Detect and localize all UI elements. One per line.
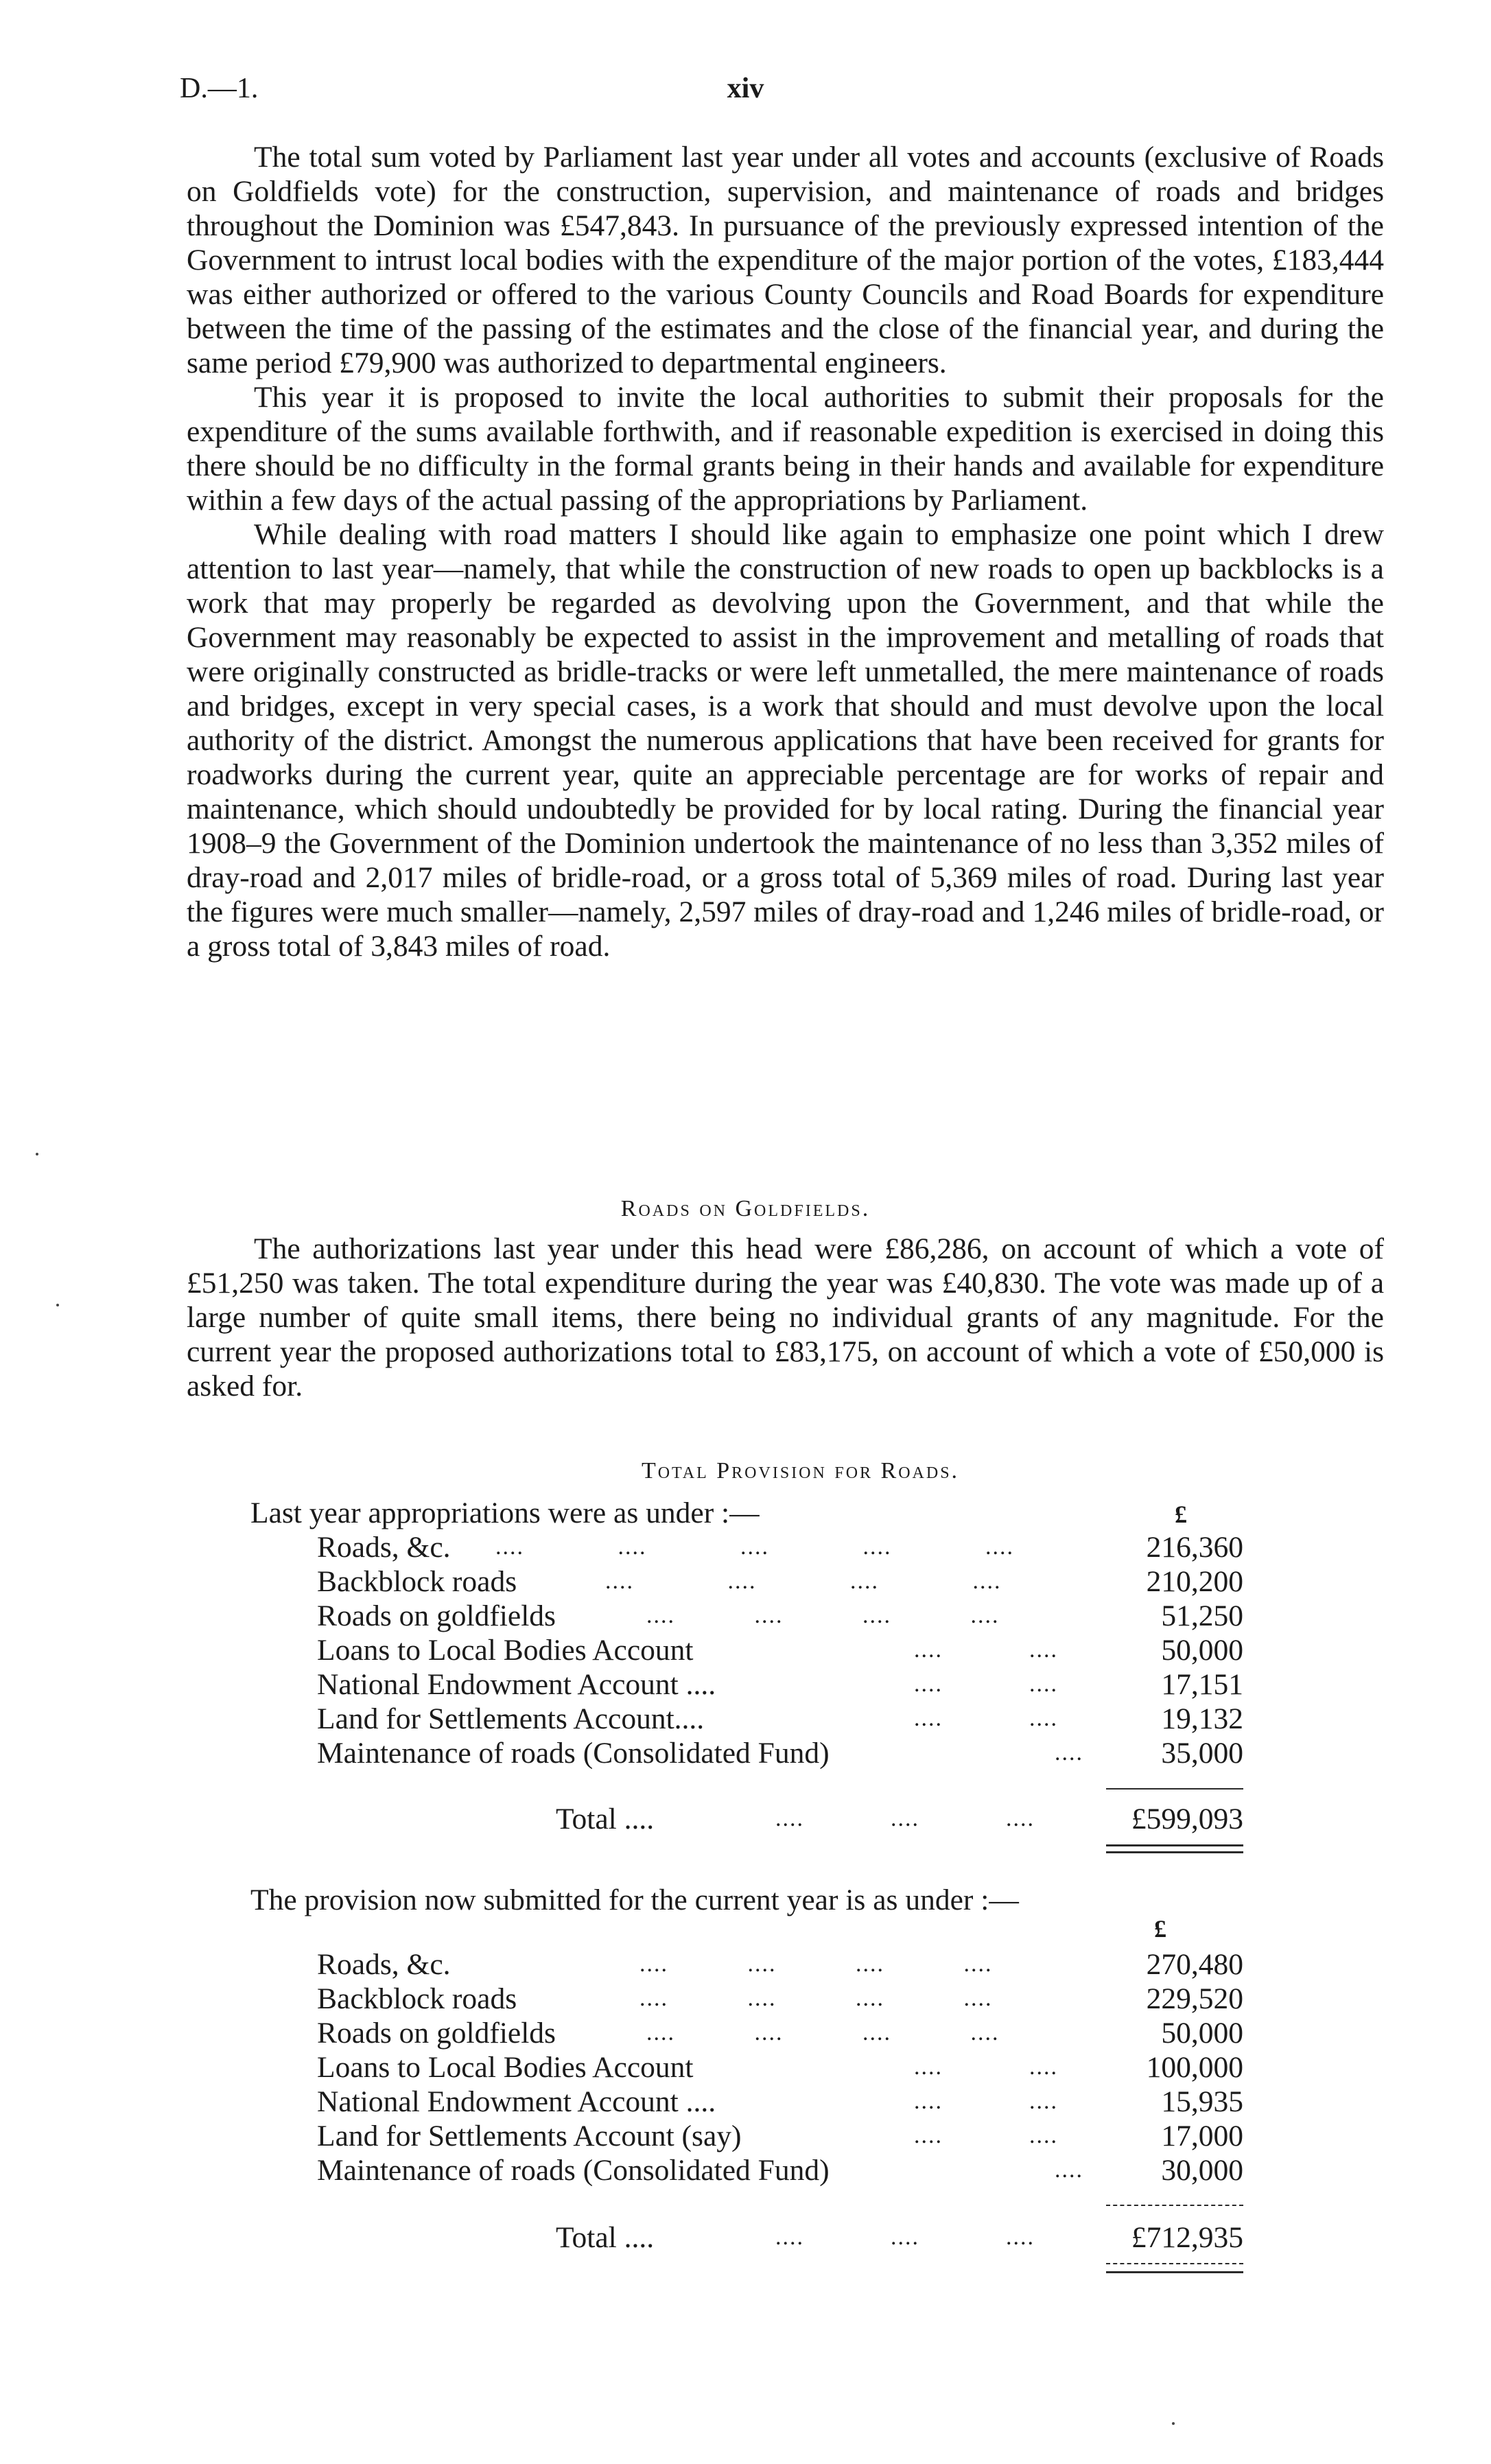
current-year-total: £712,935 — [1131, 2221, 1243, 2254]
row-label: National Endowment Account .... — [317, 2085, 716, 2118]
margin-speck — [36, 1153, 38, 1155]
row-label: Backblock roads — [317, 1982, 517, 2015]
row-amount: 17,000 — [1161, 2120, 1243, 2152]
row-amount: 15,935 — [1161, 2085, 1243, 2118]
leader-dots: .... .... .... .... — [639, 1951, 993, 1977]
current-year-intro: The provision now submitted for the current year is as under :— — [250, 1884, 1019, 1916]
last-year-total: £599,093 — [1131, 1803, 1243, 1835]
total-double-rule-bottom — [1106, 1851, 1243, 1853]
last-year-table — [317, 1530, 1243, 1770]
leader-dots: .... .... .... .... — [646, 1603, 1000, 1628]
total-double-rule-top — [1106, 2263, 1243, 2264]
row-amount: 270,480 — [1146, 1948, 1243, 1981]
row-amount: 30,000 — [1161, 2154, 1243, 2187]
page-number: xiv — [727, 73, 764, 104]
table-row — [317, 2085, 1243, 2119]
leader-dots: .... .... .... .... — [646, 2020, 1000, 2045]
table-row — [317, 1736, 1243, 1770]
table-row — [317, 1702, 1243, 1736]
row-label: Roads on goldfields — [317, 2017, 556, 2050]
row-amount: 50,000 — [1161, 2017, 1243, 2050]
table-row — [317, 1633, 1243, 1667]
leader-dots: .... .... .... .... — [639, 1986, 993, 2011]
total-double-rule-bottom — [1106, 2271, 1243, 2273]
row-amount: 50,000 — [1161, 1634, 1243, 1667]
row-amount: 210,200 — [1146, 1565, 1243, 1598]
table-row — [317, 1947, 1243, 1982]
paragraph-total-sum: The total sum voted by Parliament last year under all votes and accounts (exclusive of Roads on Goldfields vote) for the construction, supervision, and maintenance of roads and bridges throughout the Dominion was £547,843. In pursuance of the previously expressed intention of the Government to intrust local bodies with the expenditure of the major portion of the votes, £183,444 was either authorized or offered to the various County Councils and Road Boards for expenditure between the time of the passing of the estimates and the close of the financial year, and during the same period £79,900 was authorized to departmental engineers. — [187, 141, 1384, 379]
table-row — [317, 2119, 1243, 2153]
leader-dots: .... .... — [914, 1671, 1058, 1697]
table-row — [317, 1667, 1243, 1702]
total-double-rule-top — [1106, 1844, 1243, 1846]
row-label: Roads on goldfields — [317, 1599, 556, 1632]
leader-dots: .... .... — [914, 2054, 1058, 2080]
row-amount: 51,250 — [1161, 1599, 1243, 1632]
paragraph-goldfields: The authorizations last year under this head were £86,286, on account of which a vote of £51,250 was taken. The total expenditure during the year was £40,830. The vote was made up of a large number of quite small items, there being no individual grants of any magnitude. For the current year the proposed authorizations total to £83,175, on account of which a vote of £50,000 is asked for. — [187, 1232, 1384, 1403]
row-label: Roads, &c. — [317, 1948, 451, 1981]
leader-dots: .... — [1055, 2157, 1083, 2183]
margin-speck — [56, 1304, 59, 1306]
table-row — [317, 1530, 1243, 1564]
paragraph-proposal: This year it is proposed to invite the local authorities to submit their proposals for the expenditure of the sums available forthwith, and if reasonable expedition is exercised in doing this there should be no difficulty in the formal grants being in their hands and available for expenditure within a few days of the actual passing of the appropriations by Parliament. — [187, 381, 1384, 517]
row-label: Loans to Local Bodies Account — [317, 1634, 694, 1667]
currency-header: £ — [1175, 1501, 1187, 1528]
row-label: Loans to Local Bodies Account — [317, 2051, 694, 2084]
row-amount: 100,000 — [1146, 2051, 1243, 2084]
document-reference: D.—1. — [180, 73, 259, 104]
leader-dots: .... .... — [914, 2123, 1058, 2148]
section-heading-total-provision: Total Provision for Roads. — [641, 1458, 960, 1483]
current-year-total-label: Total .... — [556, 2221, 655, 2254]
goldfields-text — [187, 1232, 1384, 1403]
leader-dots: .... .... — [914, 1637, 1058, 1663]
row-amount: 35,000 — [1161, 1737, 1243, 1770]
table-row — [317, 2050, 1243, 2085]
row-label: National Endowment Account .... — [317, 1668, 716, 1701]
leader-dots: .... .... .... — [775, 1806, 1035, 1831]
row-label: Roads, &c. — [317, 1531, 451, 1564]
margin-speck — [1172, 2422, 1175, 2425]
leader-dots: .... .... .... .... .... — [495, 1534, 1014, 1560]
row-label: Land for Settlements Account (say) — [317, 2120, 742, 2152]
page-header — [180, 72, 1311, 113]
paragraph-road-matters: While dealing with road matters I should like again to emphasize one point which I drew attention to last year—namely, that while the construction of new roads to open up backblocks is a work that may properly be regarded as devolving upon the Government, and that while the Government may reasonably be expected to assist in the improvement and metalling of roads that were originally constructed as bridle-tracks or were left unmetalled, the mere maintenance of roads and bridges, except in very special cases, is a work that should and must devolve upon the local authority of the district. Amongst the numerous applications that have been received for grants for roadworks during the current year, quite an appreciable percentage are for works of repair and maintenance, which should undoubtedly be provided for by local rating. During the financial year 1908–9 the Government of the Dominion undertook the maintenance of no less than 3,352 miles of dray-road and 2,017 miles of bridle-road, or a gross total of 5,369 miles of road. During last year the figures were much smaller—namely, 2,597 miles of dray-road and 1,246 miles of bridle-road, or a gross total of 3,843 miles of road. — [187, 518, 1384, 963]
last-year-intro: Last year appropriations were as under :— — [250, 1497, 760, 1529]
table-row — [317, 1599, 1243, 1633]
row-label: Maintenance of roads (Consolidated Fund) — [317, 2154, 830, 2187]
body-text — [187, 140, 1384, 963]
leader-dots: .... .... .... .... — [605, 1569, 1002, 1594]
leader-dots: .... .... .... — [775, 2225, 1035, 2250]
table-row — [317, 1982, 1243, 2016]
row-amount: 17,151 — [1161, 1668, 1243, 1701]
currency-header: £ — [1154, 1915, 1166, 1943]
subtotal-rule — [1106, 1788, 1243, 1790]
table-row — [317, 2016, 1243, 2050]
last-year-total-label: Total .... — [556, 1803, 655, 1835]
row-label: Land for Settlements Account.... — [317, 1702, 705, 1735]
row-amount: 216,360 — [1146, 1531, 1243, 1564]
row-label: Maintenance of roads (Consolidated Fund) — [317, 1737, 830, 1770]
leader-dots: .... .... — [914, 2089, 1058, 2114]
leader-dots: .... .... — [914, 1706, 1058, 1731]
row-amount: 229,520 — [1146, 1982, 1243, 2015]
section-heading-goldfields: Roads on Goldfields. — [620, 1196, 871, 1221]
subtotal-rule — [1106, 2205, 1243, 2206]
current-year-table — [317, 1947, 1243, 2187]
row-amount: 19,132 — [1161, 1702, 1243, 1735]
table-row — [317, 2153, 1243, 2187]
leader-dots: .... — [1055, 1740, 1083, 1765]
row-label: Backblock roads — [317, 1565, 517, 1598]
table-row — [317, 1564, 1243, 1599]
